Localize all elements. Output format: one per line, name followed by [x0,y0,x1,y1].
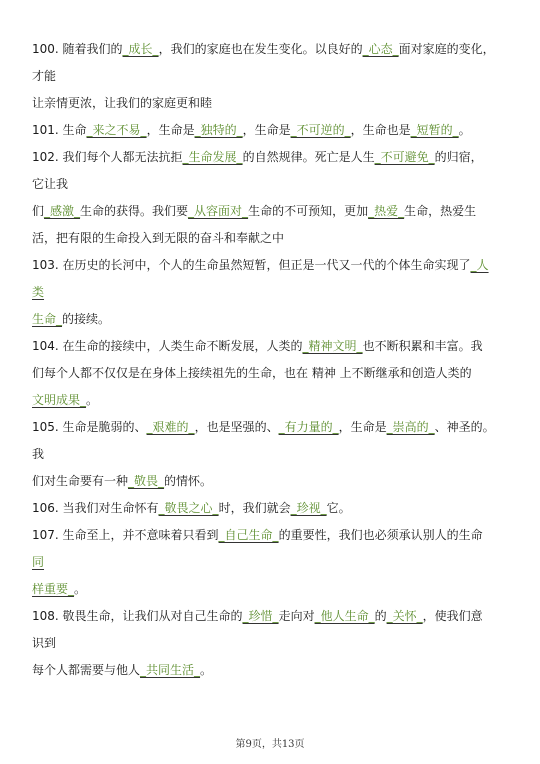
text-segment: 才能 [32,69,57,83]
text-segment: ，生命是 [338,420,387,434]
answer-text: _独特的_ [194,123,243,137]
answer-text: _不可逆的_ [290,123,351,137]
text-line [32,387,518,414]
text-line [32,198,518,225]
text-segment: 的 [374,609,387,623]
text-segment: 的情怀。 [164,474,213,488]
text-segment: ，使我们意 [422,609,483,623]
text-segment: 生命，热爱生 [404,204,477,218]
answer-text: _珍惜_ [242,609,279,623]
answer-text: 样重要_ [32,582,75,596]
text-segment: 让亲情更浓，让我们的家庭更和睦 [32,96,213,110]
text-line [32,252,518,279]
text-line [32,441,518,468]
text-segment: 、神圣的。 [434,420,495,434]
text-segment: ，生命是 [146,123,195,137]
answer-text: _珍视_ [290,501,327,515]
text-line [32,603,518,630]
text-segment: 每个人都需要与他人 [32,663,141,677]
text-segment: 107. 生命至上，并不意味着只看到 [32,528,219,542]
text-segment: 它。 [326,501,351,515]
text-segment: 活，把有限的生命投入到无限的奋斗和奉献之中 [32,231,285,245]
text-segment: 106. 当我们对生命怀有 [32,501,159,515]
answer-text: _感激_ [44,204,81,218]
text-segment: 。 [200,663,213,677]
text-segment: ，也是坚强的、 [194,420,279,434]
text-segment: 104. 在生命的接续中，人类生命不断发展，人类的 [32,339,303,353]
text-segment: 108. 敬畏生命，让我们从对自己生命的 [32,609,243,623]
answer-text: _敬畏之心_ [158,501,219,515]
text-segment: 们 [32,204,45,218]
text-segment: 我 [32,447,45,461]
text-segment: 走向对 [278,609,315,623]
answer-text: _精神文明_ [302,339,363,353]
answer-text: _生命发展_ [182,150,243,164]
text-segment: 的接续。 [62,312,111,326]
text-line [32,468,518,495]
answer-text: _他人生命_ [314,609,375,623]
text-line [32,306,518,333]
text-line [32,657,518,684]
text-segment: 时，我们就会 [218,501,291,515]
answer-text: _从容面对_ [188,204,249,218]
text-segment: 103. 在历史的长河中，个人的生命虽然短暂，但正是一代又一代的个体生命实现了 [32,258,471,272]
answer-text: _关怀_ [386,609,423,623]
text-segment: 101. 生命 [32,123,87,137]
text-line [32,414,518,441]
text-line [32,171,518,198]
text-line [32,90,518,117]
text-line [32,117,518,144]
answer-text: _自己生命_ [218,528,279,542]
text-segment: ，我们的家庭也在发生变化。以良好的 [158,42,363,56]
answer-text: _成长_ [122,42,159,56]
text-segment: 的归宿， [434,150,483,164]
answer-text: _崇高的_ [386,420,435,434]
text-line [32,63,518,90]
text-segment: 生命的不可预知，更加 [248,204,369,218]
text-line [32,549,518,576]
answer-text: 类 [32,285,45,299]
text-segment: 面对家庭的变化， [398,42,495,56]
text-line [32,333,518,360]
text-segment: 100. 随着我们的 [32,42,123,56]
text-segment: 它让我 [32,177,69,191]
text-line [32,630,518,657]
text-segment: ，生命是 [242,123,291,137]
answer-text: _不可避免_ [374,150,435,164]
text-segment: 的自然规律。死亡是人生 [242,150,375,164]
text-line [32,144,518,171]
page-footer: 第9页，共13页 [235,739,305,750]
text-segment: 。 [86,393,99,407]
text-segment: 们每个人都不仅仅是在身体上接续祖先的生命，也在 精神 上不断继承和创造人类的 [32,366,472,380]
text-segment: 。 [458,123,471,137]
text-line [32,36,518,63]
text-segment: 生命的获得。我们要 [80,204,189,218]
answer-text: _人 [470,258,489,272]
text-segment: 102. 我们每个人都无法抗拒 [32,150,183,164]
answer-text: _来之不易_ [86,123,147,137]
text-segment: 。 [74,582,87,596]
text-segment: 的重要性，我们也必须承认别人的生命 [278,528,483,542]
answer-text: _热爱_ [368,204,405,218]
text-line [32,279,518,306]
text-line [32,522,518,549]
text-line [32,495,518,522]
text-line [32,360,518,387]
answer-text: _心态_ [362,42,399,56]
text-line [32,576,518,603]
answer-text: _敬畏_ [128,474,165,488]
answer-text: _有力量的_ [278,420,339,434]
answer-text: _艰难的_ [146,420,195,434]
text-line [32,225,518,252]
answer-text: _共同生活_ [140,663,201,677]
answer-text: 生命_ [32,312,63,326]
text-segment: 识到 [32,636,57,650]
document-body [32,36,518,684]
text-segment: ，生命也是 [350,123,411,137]
answer-text: 文明成果_ [32,393,87,407]
text-segment: 们对生命要有一种 [32,474,129,488]
text-segment: 也不断积累和丰富。我 [362,339,483,353]
text-segment: 105. 生命是脆弱的、 [32,420,147,434]
answer-text: _短暂的_ [410,123,459,137]
answer-text: 同 [32,555,45,569]
